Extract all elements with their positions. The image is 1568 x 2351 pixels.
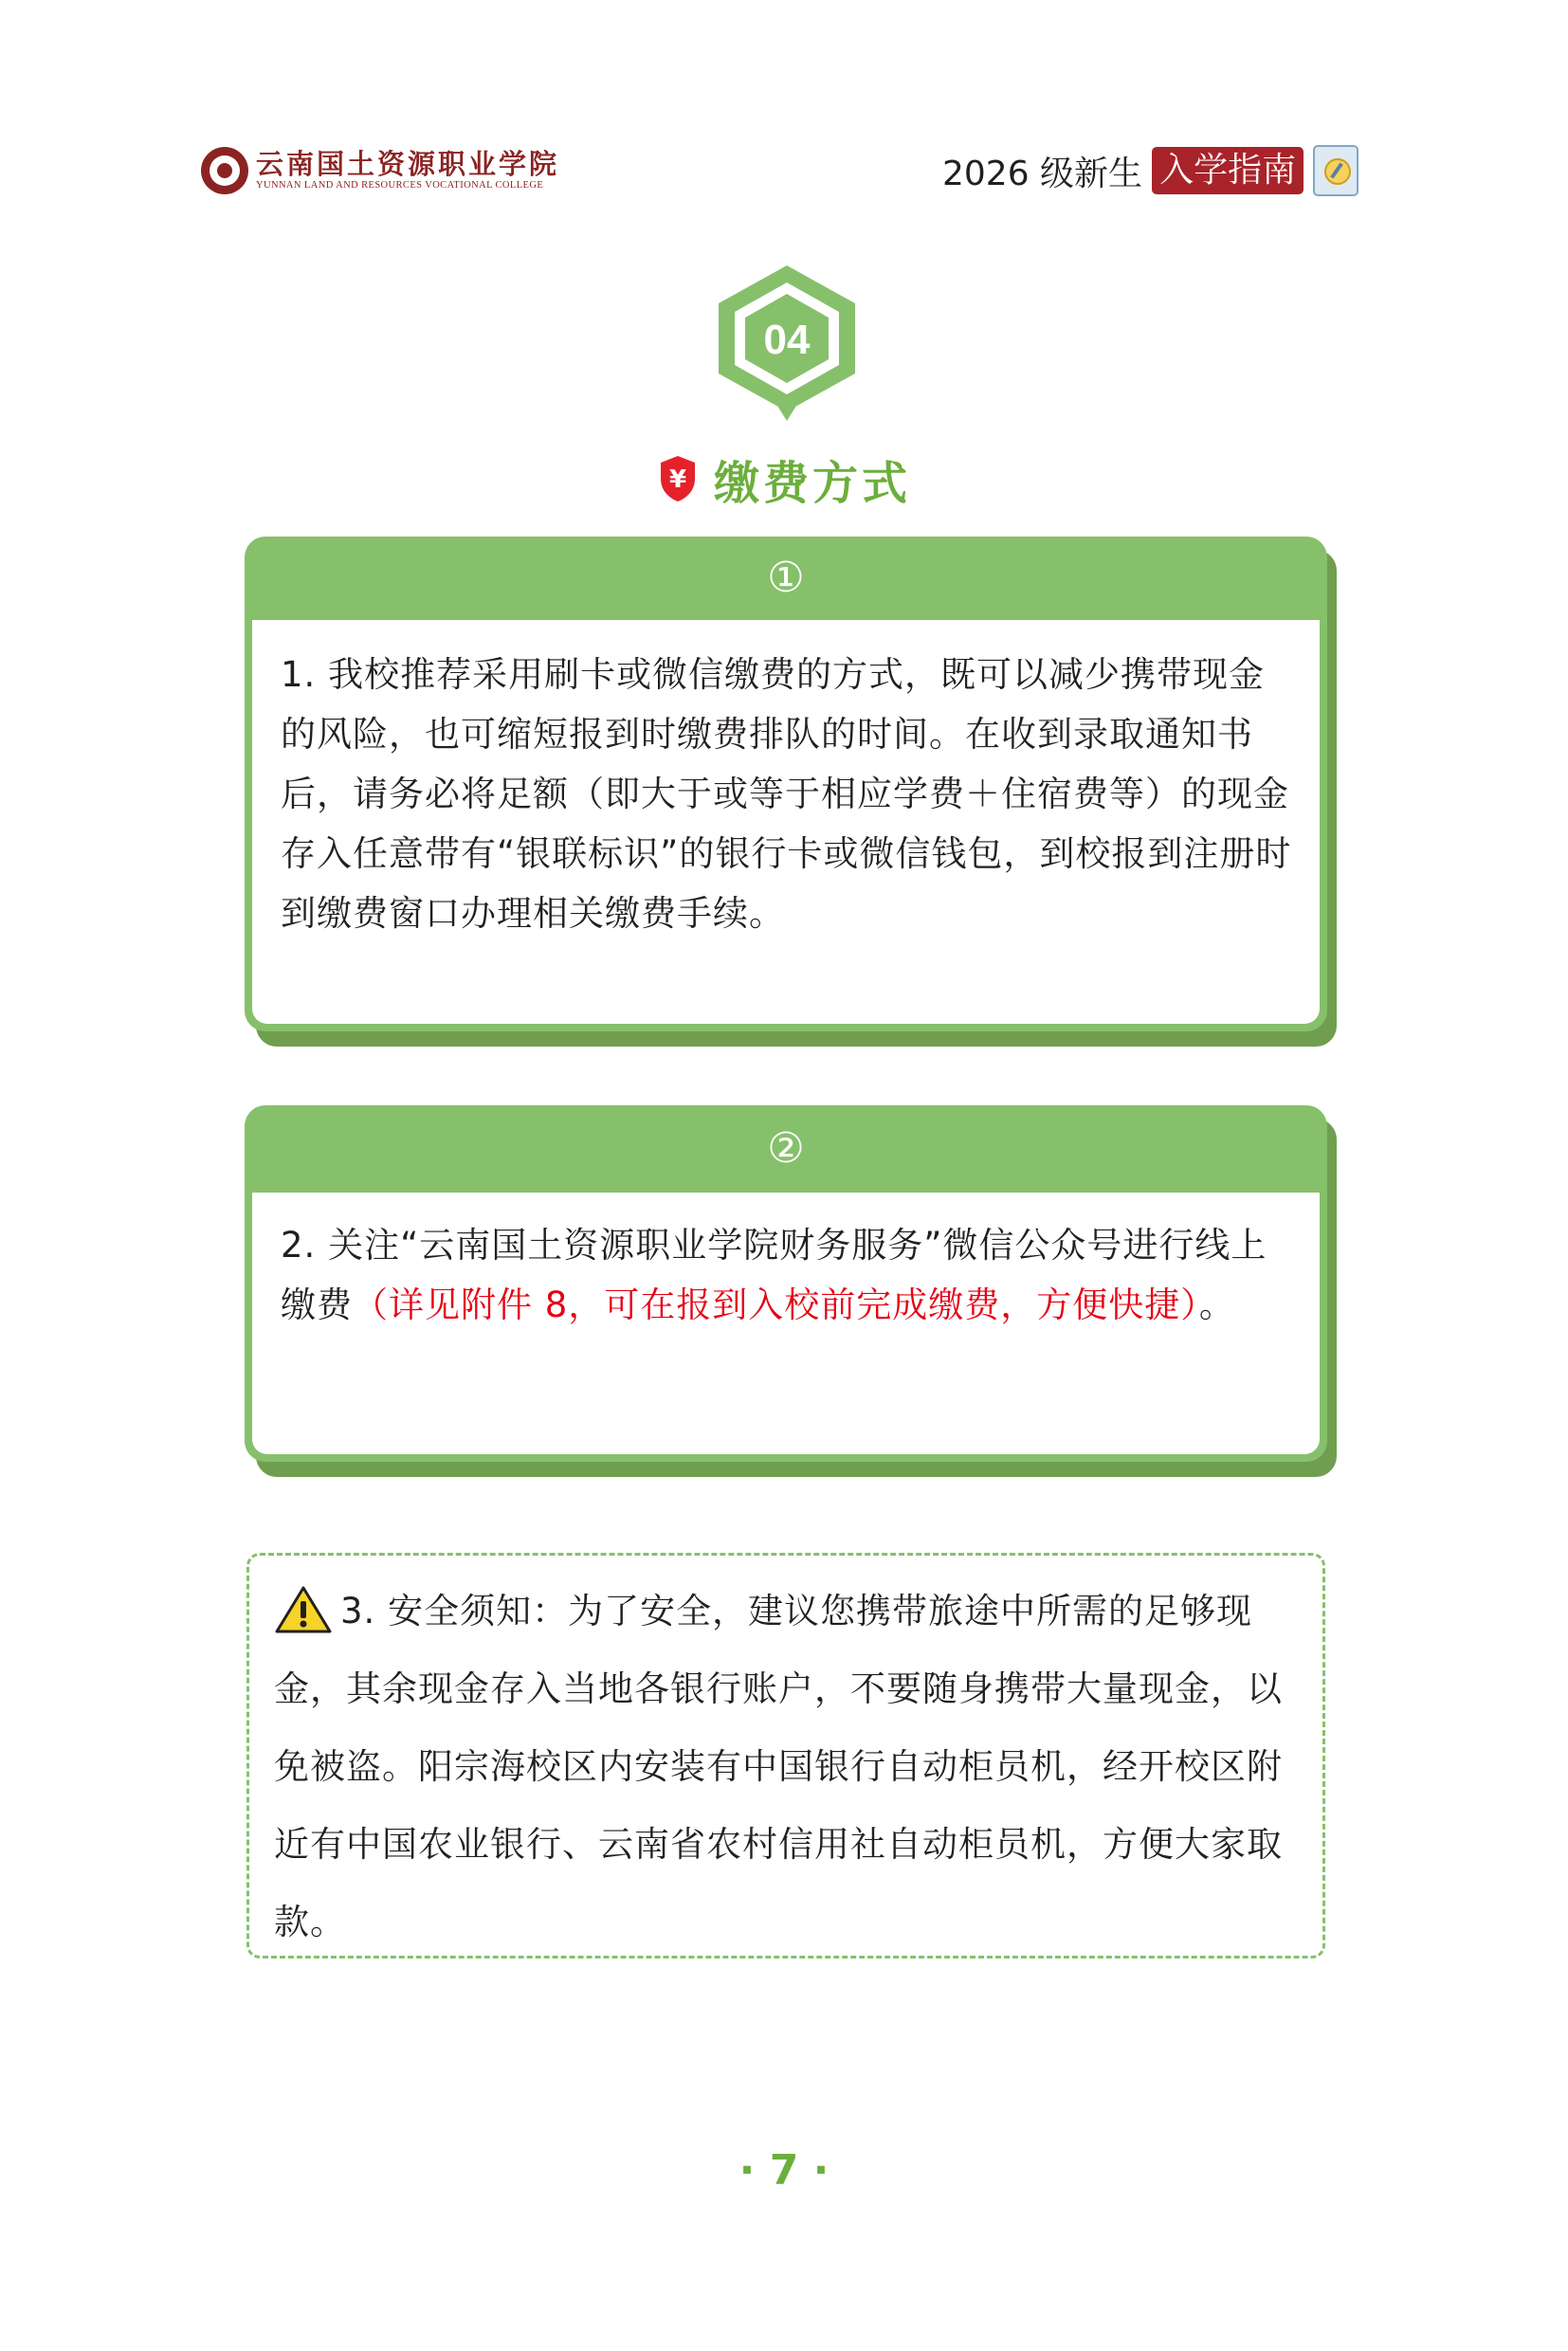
section-title: 缴费方式 xyxy=(713,456,911,510)
yen-shield-icon xyxy=(657,454,699,503)
page-number: · 7 · xyxy=(738,2146,830,2195)
notice-text-block xyxy=(274,1573,1300,1961)
card-number: ① xyxy=(767,554,805,602)
card-text-highlight: （详见附件 8，可在报到入校前完成缴费，方便快捷） xyxy=(353,1285,1199,1325)
header-year: 2026 级新生 xyxy=(942,154,1143,193)
school-seal-icon xyxy=(201,147,248,194)
school-logo xyxy=(201,144,599,197)
card-text-end: 。 xyxy=(1198,1285,1235,1325)
document-header xyxy=(942,144,1358,197)
svg-text:¥: ¥ xyxy=(668,465,687,494)
card-number: ② xyxy=(767,1124,805,1173)
card-text-main: 2. 关注“云南国土资源职业学院财务服务”微信公众号进行线上缴费 xyxy=(281,1225,1267,1325)
warning-icon xyxy=(274,1585,333,1634)
section-number: 04 xyxy=(763,317,811,363)
payment-card-2 xyxy=(245,1105,1327,1462)
section-number-badge xyxy=(709,262,865,423)
notice-text: 3. 安全须知：为了安全，建议您携带旅途中所需的足够现金，其余现金存入当地各银行账户，不要随身携带大量现金，以免被盗。阳宗海校区内安装有中国银行自动柜员机，经开校区附近有中国农业银行、云南省农村信用社自动柜员机，方便大家取款。 xyxy=(274,1591,1283,1942)
section-heading xyxy=(0,447,1568,510)
safety-notice xyxy=(246,1553,1325,1959)
card-text: 1. 我校推荐采用刷卡或微信缴费的方式，既可以减少携带现金的风险，也可缩短报到时缴费排队的时间。在收到录取通知书后，请务必将足额（即大于或等于相应学费＋住宿费等）的现金存入任意带有“银联标识”的银行卡或微信钱包，到校报到注册时到缴费窗口办理相关缴费手续。 xyxy=(281,654,1292,934)
compass-icon xyxy=(1313,145,1358,196)
card-text xyxy=(281,1215,1295,1335)
payment-card-1 xyxy=(245,537,1327,1031)
school-name-cn: 云南国土资源职业学院 xyxy=(256,148,560,180)
school-name-en: YUNNAN LAND AND RESOURCES VOCATIONAL COLLEGE xyxy=(256,180,544,191)
header-title-tag: 入学指南 xyxy=(1152,147,1304,194)
